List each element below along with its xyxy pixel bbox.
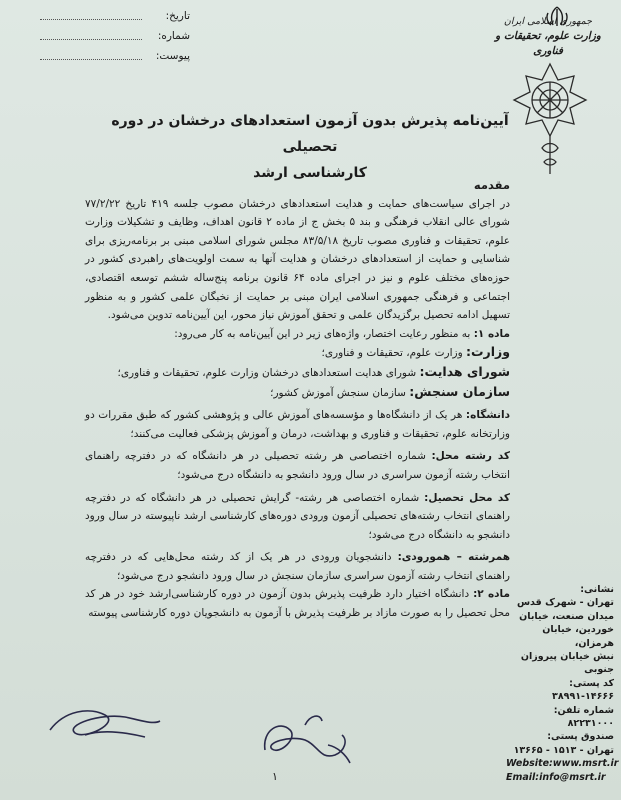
definition-term: سازمان سنجش: bbox=[409, 383, 510, 399]
phone-number: شماره تلفن: ۸۲۲۳۱۰۰۰ bbox=[553, 704, 614, 730]
letter-meta-fields bbox=[40, 6, 190, 66]
date-label: تاریخ: bbox=[165, 10, 190, 22]
number-field bbox=[40, 26, 190, 46]
definition-sanjesh bbox=[85, 383, 510, 403]
ministry-letterhead bbox=[488, 15, 608, 59]
website-link[interactable]: Website:www.msrt.ir bbox=[506, 758, 619, 770]
email-link[interactable]: Email:info@msrt.ir bbox=[506, 771, 606, 783]
definition-term: کد محل تحصیل: bbox=[424, 491, 510, 504]
document-body bbox=[85, 176, 510, 623]
article-2 bbox=[85, 585, 510, 622]
page-number: ۱ bbox=[272, 770, 278, 783]
attachment-dotted-line bbox=[40, 59, 142, 60]
definition-study-code bbox=[85, 489, 510, 545]
number-dotted-line bbox=[40, 39, 142, 40]
definition-text: سازمان سنجش آموزش کشور؛ bbox=[270, 386, 406, 399]
attachment-field bbox=[40, 46, 190, 66]
signature-left-icon bbox=[45, 695, 165, 755]
pobox-value: تهران - ۱۵۱۳ - ۱۳۶۶۵ bbox=[513, 744, 614, 756]
definition-council bbox=[85, 363, 510, 383]
article-1-text: به منظور رعایت اختصار، واژه‌های زیر در این آیین‌نامه به کار می‌رود: bbox=[174, 327, 471, 340]
definition-term: وزارت: bbox=[465, 344, 510, 360]
definition-text: شورای هدایت استعدادهای درخشان وزارت علوم، تحقیقات و فناوری؛ bbox=[117, 366, 417, 379]
definition-field-code bbox=[85, 447, 510, 484]
number-label: شماره: bbox=[157, 30, 190, 42]
definition-text: شماره اختصاصی هر رشته- گرایش تحصیلی در هر دانشگاه که در دفترچه راهنمای انتخاب رشته‌های تحصیلی آزمون ورودی دوره‌های کارشناسی ارشد ناپیوسته در سال ورود دانشجو به دانشگاه درج می‌شود؛ bbox=[85, 491, 510, 541]
postal-code: کد پستی: ۱۴۶۶۶-۳۸۹۹۱ bbox=[552, 677, 614, 703]
definition-ministry bbox=[85, 343, 510, 363]
date-dotted-line bbox=[40, 19, 142, 20]
article-1-label: ماده ۱: bbox=[473, 327, 510, 340]
ministry-line-2: وزارت علوم، تحقیقات و فناوری bbox=[495, 30, 601, 57]
definition-text: دانشجویان ورودی در هر یک از کد رشته محل‌هایی که در دفترچه راهنمای انتخاب رشته آزمون سراسری سازمان سنجش در سال ورود دانشجو درج می‌شود؛ bbox=[85, 551, 510, 582]
address-line: خوردین، خیابان هرمزان، bbox=[542, 624, 614, 649]
article-2-label: ماده ۲: bbox=[473, 588, 510, 601]
definition-term: همرشته – همورودی: bbox=[397, 551, 511, 564]
definition-text: شماره اختصاصی هر رشته تحصیلی در هر دانشگاه که در دفترچه راهنمای انتخاب رشته آزمون سراسری در سال ورود دانشجو به دانشگاه درج می‌شود؛ bbox=[85, 450, 510, 481]
ministry-line-1: جمهوری اسلامی ایران bbox=[503, 16, 593, 27]
address-line: میدان صنعت، خیابان bbox=[519, 610, 614, 622]
definition-same-field bbox=[85, 548, 510, 585]
definition-term: کد رشته محل: bbox=[431, 450, 510, 463]
pobox-label: صندوق پستی: bbox=[547, 731, 614, 743]
document-title bbox=[95, 108, 525, 186]
address-label: نشانی: bbox=[580, 584, 614, 595]
title-line-2: کارشناسی ارشد bbox=[253, 165, 367, 181]
attachment-label: پیوست: bbox=[155, 50, 190, 62]
contact-sidebar bbox=[506, 583, 619, 784]
title-line-1: آیین‌نامه پذیرش بدون آزمون استعدادهای درخشان در دوره تحصیلی bbox=[111, 113, 509, 155]
definition-university bbox=[85, 406, 510, 443]
address-line: نبش خیابان پیروزان جنوبی bbox=[520, 651, 614, 676]
address-line: تهران - شهرک قدس bbox=[516, 597, 614, 609]
signature-center-icon bbox=[250, 705, 360, 775]
definition-term: دانشگاه: bbox=[465, 409, 510, 422]
intro-heading: مقدمه bbox=[473, 178, 510, 192]
article-1 bbox=[85, 325, 510, 344]
definition-term: شورای هدایت: bbox=[419, 363, 510, 379]
date-field bbox=[40, 6, 190, 26]
intro-paragraph: در اجرای سیاست‌های حمایت و هدایت استعدادهای درخشان مصوب جلسه ۴۱۹ تاریخ ۷۷/۲/۲۲ شورای عالی انقلاب فرهنگی و بند ۵ بخش ج از ماده ۲ قانون اهداف، وظایف و تشکیلات وزارت علوم، تحقیقات و فناوری مصوب تاریخ ۸۳/۵/۱۸ مجلس شورای اسلامی مبنی بر برنامه‌ریزی برای شناسایی و حمایت از استعدادهای درخشان و هدایت آنها به سمت اولویت‌های راهبردی کشور در حوزه‌های مختلف علوم و نیز در اجرای ماده ۶۴ قانون برنامه پنج‌ساله ششم توسعه اقتصادی، اجتماعی و فرهنگی جمهوری اسلامی ایران مبنی بر حمایت از نخبگان علمی کشور و به منظور تسهیل ادامه تحصیل برگزیدگان علمی و تحقق آموزش نیاز محور، این آیین‌نامه تدوین می‌شود. bbox=[85, 197, 511, 322]
definition-text: وزارت علوم، تحقیقات و فناوری؛ bbox=[321, 347, 463, 360]
definition-text: هر یک از دانشگاه‌ها و مؤسسه‌های آموزش عالی و پژوهشی کشور که طبق مقررات دو وزارتخانه علوم، تحقیقات و فناوری و بهداشت، درمان و آموزش پزشکی فعالیت می‌کنند؛ bbox=[85, 409, 510, 440]
article-2-text: دانشگاه اختیار دارد ظرفیت پذیرش بدون آزمون در دوره کارشناسی‌ارشد خود در هر کد محل تحصیل را به صورت مازاد بر ظرفیت پذیرش با آزمون به دانشجویان دوره کارشناسی پیوسته bbox=[85, 588, 510, 620]
